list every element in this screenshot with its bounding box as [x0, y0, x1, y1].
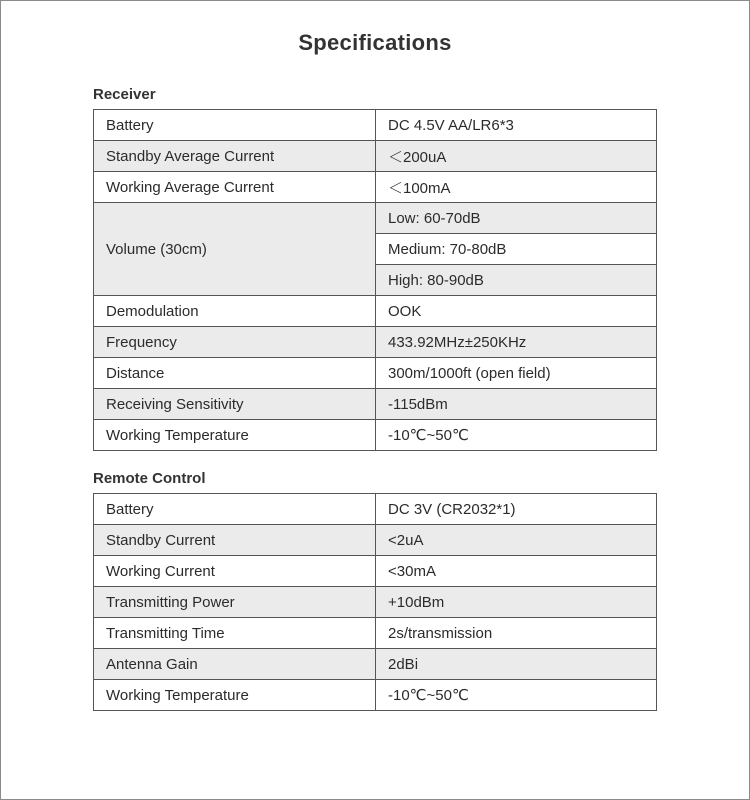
spec-value: Medium: 70-80dB — [376, 234, 657, 265]
table-row — [94, 327, 657, 358]
spec-label: Battery — [94, 110, 376, 141]
table-row — [94, 141, 657, 172]
receiver-section-title: Receiver — [93, 86, 156, 103]
spec-value: DC 3V (CR2032*1) — [376, 494, 657, 525]
spec-value: -10℃~50℃ — [376, 680, 657, 711]
spec-label: Distance — [94, 358, 376, 389]
spec-value: 2s/transmission — [376, 618, 657, 649]
table-row — [94, 172, 657, 203]
spec-label: Transmitting Time — [94, 618, 376, 649]
spec-value: 300m/1000ft (open field) — [376, 358, 657, 389]
spec-label: Standby Average Current — [94, 141, 376, 172]
table-row — [94, 296, 657, 327]
spec-label: Battery — [94, 494, 376, 525]
receiver-spec-table — [93, 109, 657, 451]
spec-label: Working Average Current — [94, 172, 376, 203]
spec-value: -115dBm — [376, 389, 657, 420]
table-row — [94, 420, 657, 451]
table-row — [94, 649, 657, 680]
table-row — [94, 389, 657, 420]
table-row — [94, 587, 657, 618]
table-row — [94, 203, 657, 234]
spec-value: <2uA — [376, 525, 657, 556]
spec-value: ＜200uA — [376, 141, 657, 172]
spec-label: Working Temperature — [94, 420, 376, 451]
spec-value: ＜100mA — [376, 172, 657, 203]
table-row — [94, 358, 657, 389]
spec-label: Demodulation — [94, 296, 376, 327]
spec-value: <30mA — [376, 556, 657, 587]
table-row — [94, 494, 657, 525]
spec-label: Standby Current — [94, 525, 376, 556]
table-row — [94, 680, 657, 711]
spec-value: -10℃~50℃ — [376, 420, 657, 451]
spec-label: Transmitting Power — [94, 587, 376, 618]
remote-section-title: Remote Control — [93, 470, 206, 487]
spec-label: Working Temperature — [94, 680, 376, 711]
spec-value: 433.92MHz±250KHz — [376, 327, 657, 358]
table-row — [94, 110, 657, 141]
table-row — [94, 556, 657, 587]
spec-value: DC 4.5V AA/LR6*3 — [376, 110, 657, 141]
spec-value: 2dBi — [376, 649, 657, 680]
page-title: Specifications — [298, 30, 452, 55]
spec-label: Antenna Gain — [94, 649, 376, 680]
spec-label: Working Current — [94, 556, 376, 587]
spec-value: +10dBm — [376, 587, 657, 618]
table-row — [94, 618, 657, 649]
spec-value: Low: 60-70dB — [376, 203, 657, 234]
table-row — [94, 525, 657, 556]
spec-value: High: 80-90dB — [376, 265, 657, 296]
spec-label: Receiving Sensitivity — [94, 389, 376, 420]
spec-label: Frequency — [94, 327, 376, 358]
remote-spec-table — [93, 493, 657, 711]
spec-value: OOK — [376, 296, 657, 327]
spec-label: Volume (30cm) — [94, 203, 376, 296]
